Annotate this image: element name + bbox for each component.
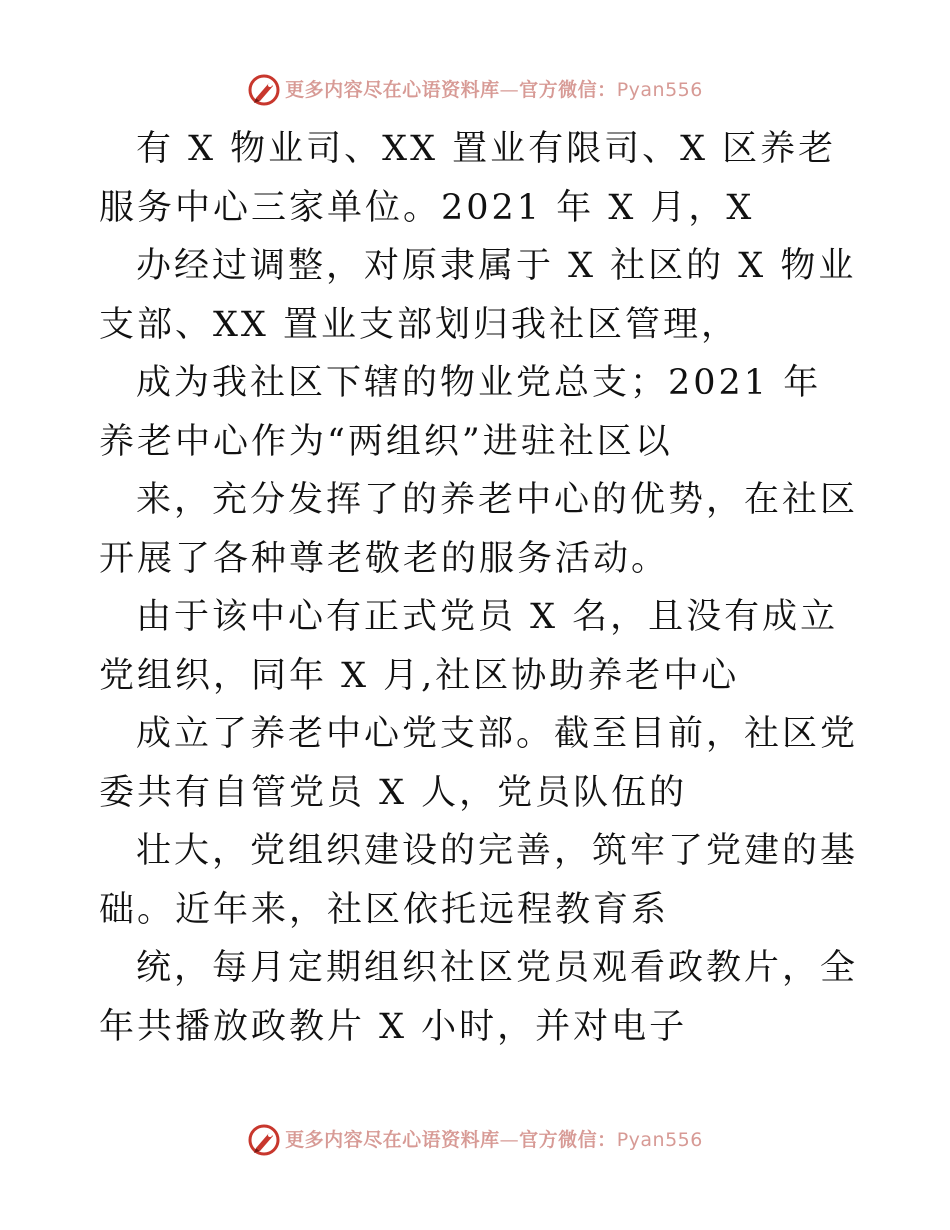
paragraph-4: 来，充分发挥了的养老中心的优势，在社区开展了各种尊老敬老的服务活动。 <box>99 480 859 579</box>
header-watermark-part1: 更多内容尽在心语资料库 <box>285 79 500 101</box>
pen-logo-icon <box>247 1123 281 1157</box>
paragraph-2: 办经过调整，对原隶属于 X 社区的 X 物业支部、XX 置业支部划归我社区管理， <box>99 246 857 345</box>
footer-watermark-part2: 官方微信： <box>519 1129 617 1151</box>
paragraph-5: 由于该中心有正式党员 X 名，且没有成立党组织，同年 X 月,社区协助养老中心 <box>99 597 839 696</box>
document-body <box>99 120 859 1056</box>
footer-watermark-dash: — <box>499 1129 520 1151</box>
paragraph-8: 统，每月定期组织社区党员观看政教片，全年共播放政教片 X 小时，并对电子 <box>99 948 859 1047</box>
paragraph-6: 成立了养老中心党支部。截至目前，社区党委共有自管党员 X 人，党员队伍的 <box>99 714 859 813</box>
paragraph-1: 有 X 物业司、XX 置业有限司、X 区养老服务中心三家单位。2021 年 X 月，X <box>99 129 837 228</box>
footer-watermark <box>0 1120 950 1160</box>
footer-watermark-text <box>285 1128 703 1152</box>
header-watermark-part2: 官方微信： <box>519 79 617 101</box>
header-watermark-text <box>285 78 703 102</box>
header-watermark <box>0 70 950 110</box>
footer-watermark-part1: 更多内容尽在心语资料库 <box>285 1129 500 1151</box>
paragraph-7: 壮大，党组织建设的完善，筑牢了党建的基础。近年来，社区依托远程教育系 <box>99 831 859 930</box>
paragraph-3: 成为我社区下辖的物业党总支；2021 年养老中心作为“两组织”进驻社区以 <box>99 363 822 462</box>
pen-logo-icon <box>247 73 281 107</box>
header-watermark-dash: — <box>499 79 520 101</box>
footer-watermark-id: Pyan556 <box>616 1129 703 1151</box>
header-watermark-id: Pyan556 <box>616 79 703 101</box>
